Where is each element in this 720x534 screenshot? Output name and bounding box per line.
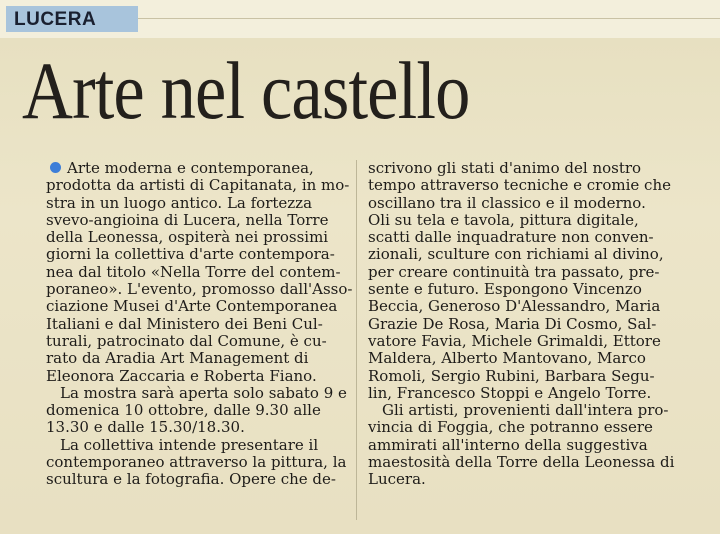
text-line-content: Grazie De Rosa, Maria Di Cosmo, Sal- bbox=[368, 314, 657, 333]
text-line bbox=[46, 212, 352, 229]
text-line bbox=[368, 454, 674, 471]
text-line bbox=[368, 419, 674, 436]
article-column-left bbox=[46, 160, 352, 489]
text-line bbox=[368, 264, 674, 281]
section-tag-label: LUCERA bbox=[14, 9, 97, 30]
text-line bbox=[46, 281, 352, 298]
text-line-content: nea dal titolo «Nella Torre del contem- bbox=[46, 262, 341, 281]
text-line-content: rato da Aradia Art Management di bbox=[46, 349, 309, 368]
text-line-content: vincia di Foggia, che potranno essere bbox=[368, 418, 653, 437]
text-line bbox=[368, 402, 674, 419]
text-line bbox=[46, 298, 352, 315]
text-line-content: Lucera. bbox=[368, 470, 426, 489]
bullet-icon bbox=[50, 162, 61, 173]
text-line-content: Oli su tela e tavola, pittura digitale, bbox=[368, 210, 639, 229]
article-column-right bbox=[368, 160, 674, 489]
text-line-content: scatti dalle inquadrature non conven- bbox=[368, 228, 654, 247]
text-line-content: Maldera, Alberto Mantovano, Marco bbox=[368, 349, 646, 368]
text-line bbox=[368, 368, 674, 385]
text-line bbox=[368, 160, 674, 177]
text-line-content: svevo-angioina di Lucera, nella Torre bbox=[46, 210, 329, 229]
text-line bbox=[46, 350, 352, 367]
header-rule bbox=[138, 18, 720, 19]
text-line-content: La mostra sarà aperta solo sabato 9 e bbox=[60, 383, 347, 402]
text-line bbox=[46, 195, 352, 212]
text-line bbox=[368, 350, 674, 367]
text-line-content: giorni la collettiva d'arte contempora- bbox=[46, 245, 335, 264]
text-line bbox=[368, 281, 674, 298]
text-line-content: oscillano tra il classico e il moderno. bbox=[368, 193, 646, 212]
text-line-content: Beccia, Generoso D'Alessandro, Maria bbox=[368, 297, 661, 316]
text-line-content: turali, patrocinato dal Comune, è cu- bbox=[46, 331, 327, 350]
text-line-content: scrivono gli stati d'animo del nostro bbox=[368, 159, 642, 177]
text-line-content: della Leonessa, ospiterà nei prossimi bbox=[46, 228, 329, 247]
text-line-content: maestosità della Torre della Leonessa di bbox=[368, 453, 675, 472]
text-line bbox=[46, 385, 352, 402]
text-line bbox=[46, 454, 352, 471]
text-line bbox=[368, 229, 674, 246]
text-line bbox=[46, 229, 352, 246]
text-line-content: sente e futuro. Espongono Vincenzo bbox=[368, 280, 642, 299]
headline: Arte nel castello bbox=[22, 45, 470, 136]
text-line bbox=[368, 298, 674, 315]
text-line-content: per creare continuità tra passato, pre- bbox=[368, 262, 660, 281]
text-line bbox=[46, 368, 352, 385]
text-line-content: Gli artisti, provenienti dall'intera pro- bbox=[382, 401, 669, 420]
text-line-content: Romoli, Sergio Rubini, Barbara Segu- bbox=[368, 366, 655, 385]
text-line-content: Arte moderna e contemporanea, bbox=[67, 159, 314, 177]
text-line bbox=[46, 333, 352, 350]
text-line-content: poraneo». L'evento, promosso dall'Asso- bbox=[46, 280, 353, 299]
text-line bbox=[368, 212, 674, 229]
text-line-content: prodotta da artisti di Capitanata, in mo- bbox=[46, 176, 350, 195]
text-line bbox=[46, 160, 352, 177]
text-line-content: La collettiva intende presentare il bbox=[60, 435, 319, 454]
text-line bbox=[368, 333, 674, 350]
text-line-content: ciazione Musei d'Arte Contemporanea bbox=[46, 297, 338, 316]
text-line-content: ammirati all'interno della suggestiva bbox=[368, 435, 648, 454]
text-line-content: domenica 10 ottobre, dalle 9.30 alle bbox=[46, 401, 321, 420]
text-line-content: zionali, sculture con richiami al divino, bbox=[368, 245, 664, 264]
text-line-content: 13.30 e dalle 15.30/18.30. bbox=[46, 418, 245, 437]
header-band bbox=[0, 0, 720, 38]
column-divider bbox=[356, 160, 357, 520]
text-line-content: scultura e la fotografia. Opere che de- bbox=[46, 470, 336, 489]
text-line bbox=[368, 471, 674, 488]
text-line bbox=[46, 471, 352, 488]
text-line-content: lin, Francesco Stoppi e Angelo Torre. bbox=[368, 383, 652, 402]
text-line-content: vatore Favia, Michele Grimaldi, Ettore bbox=[368, 331, 661, 350]
text-line bbox=[46, 419, 352, 436]
text-line-content: stra in un luogo antico. La fortezza bbox=[46, 193, 313, 212]
text-line-content: Eleonora Zaccaria e Roberta Fiano. bbox=[46, 366, 317, 385]
text-line-content: tempo attraverso tecniche e cromie che bbox=[368, 176, 671, 195]
text-line bbox=[46, 437, 352, 454]
text-line bbox=[368, 246, 674, 263]
text-line-content: Italiani e dal Ministero dei Beni Cul- bbox=[46, 314, 323, 333]
text-line bbox=[46, 402, 352, 419]
text-line-content: contemporaneo attraverso la pittura, la bbox=[46, 453, 347, 472]
text-line bbox=[46, 264, 352, 281]
text-line bbox=[368, 195, 674, 212]
text-line bbox=[46, 246, 352, 263]
section-tag bbox=[6, 6, 138, 32]
text-line bbox=[368, 177, 674, 194]
text-line bbox=[368, 385, 674, 402]
text-line bbox=[368, 316, 674, 333]
text-line bbox=[46, 316, 352, 333]
text-line bbox=[368, 437, 674, 454]
text-line bbox=[46, 177, 352, 194]
